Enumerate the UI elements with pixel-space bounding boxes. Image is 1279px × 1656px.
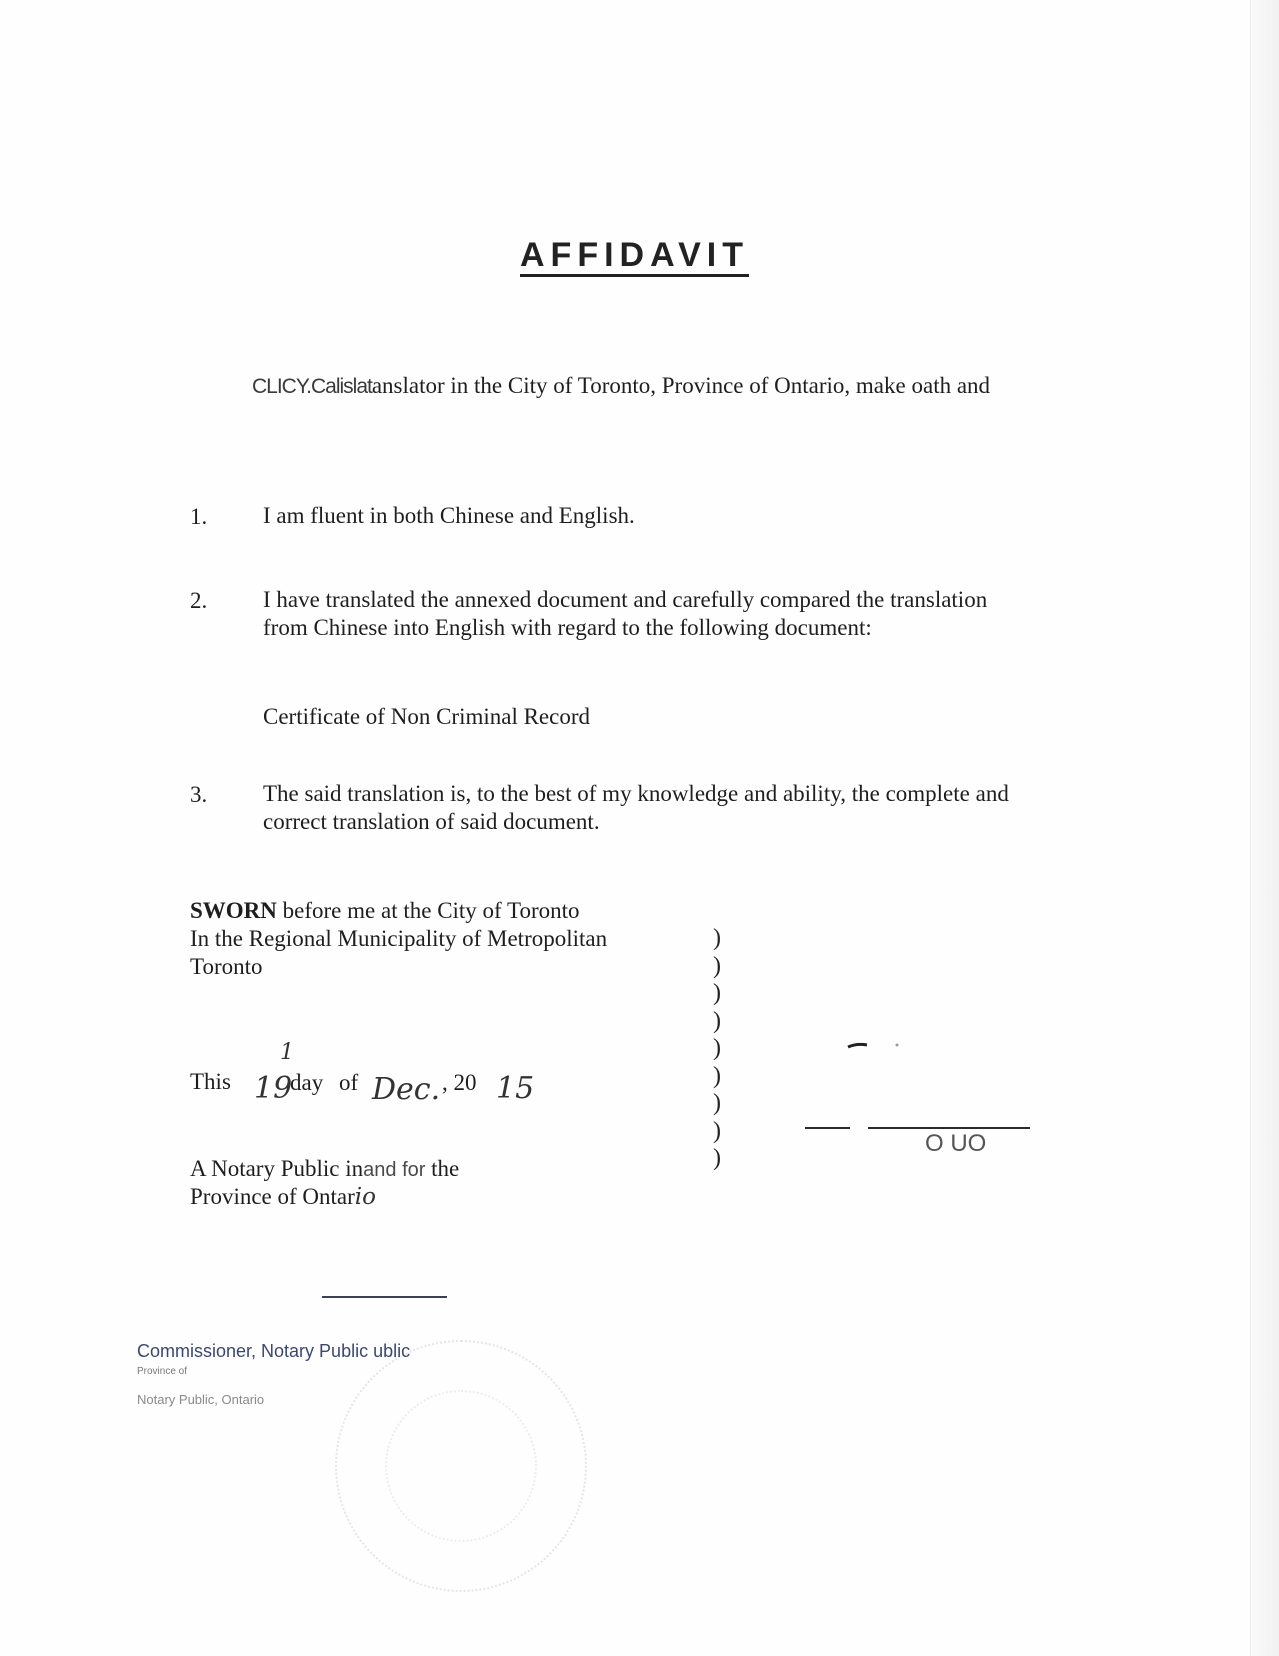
- paren: ): [713, 980, 721, 1006]
- item-1-number: 1.: [190, 504, 208, 529]
- notary-line-1-a: A Notary Public in: [190, 1156, 364, 1181]
- notary-line-1: [190, 1155, 459, 1184]
- date-year-handwritten: 15: [496, 1071, 535, 1106]
- intro-line: [252, 372, 990, 401]
- paren: ): [713, 1062, 721, 1089]
- date-month-handwritten: Dec.: [372, 1072, 441, 1107]
- parenthesis-column: [713, 925, 721, 1173]
- signature-caption: O UO: [925, 1130, 987, 1157]
- stamp-text-line-3: Notary Public, Ontario: [137, 1392, 265, 1407]
- item-1-text: I am fluent in both Chinese and English.: [263, 503, 635, 528]
- item-3-number: 3.: [190, 782, 208, 807]
- date-day-mark: 1: [280, 1040, 294, 1065]
- page-edge-shadow: [1250, 0, 1279, 1656]
- signature-line-long: [868, 1127, 1030, 1129]
- paren: ): [713, 952, 721, 979]
- item-2-number: 2.: [190, 588, 208, 613]
- notary-line-2-a: Province of Ontar: [190, 1184, 355, 1209]
- paren: ): [713, 1090, 721, 1116]
- intro-text: anslator in the City of Toronto, Province of Ontario, make oath and: [371, 373, 991, 398]
- paren: ): [713, 1145, 721, 1171]
- date-of-word: of: [339, 1070, 359, 1095]
- signature-mark: [845, 1035, 905, 1065]
- paren: ): [713, 1035, 721, 1061]
- stamp-text-line-2: Province of: [137, 1366, 188, 1377]
- date-year-prefix: , 20: [442, 1070, 477, 1095]
- paren: ): [713, 1007, 721, 1034]
- signature-stroke: [848, 1044, 867, 1047]
- date-this: This: [190, 1069, 231, 1094]
- sworn-line-3: Toronto: [190, 954, 263, 979]
- intro-smudged-name: CLICY.Calislat: [252, 375, 372, 398]
- item-3-line-1: The said translation is, to the best of my knowledge and ability, the complete and: [263, 781, 1009, 806]
- stamp-signature-line: [322, 1296, 447, 1298]
- document-title: AFFIDAVIT: [520, 236, 749, 277]
- sworn-line-1: [190, 897, 580, 925]
- paren: ): [713, 1117, 721, 1144]
- item-3-line-2: correct translation of said document.: [263, 809, 600, 834]
- item-2-line-1: I have translated the annexed document and carefully compared the translation: [263, 587, 988, 612]
- paren: ): [713, 925, 721, 951]
- notary-line-2: [190, 1183, 376, 1211]
- notary-line-2-hand: io: [354, 1184, 376, 1210]
- item-2-line-2: from Chinese into English with regard to the following document:: [263, 615, 872, 640]
- sworn-line-2: In the Regional Municipality of Metropolitan: [190, 926, 608, 951]
- signature-dot: [896, 1044, 899, 1047]
- stamp-text-line-1: Commissioner, Notary Public ublic: [137, 1341, 411, 1361]
- sworn-bold: SWORN: [190, 898, 277, 923]
- notary-line-1-smudge: and for: [363, 1159, 426, 1181]
- signature-line-short: [805, 1127, 850, 1129]
- annexed-document-name: Certificate of Non Criminal Record: [263, 704, 591, 729]
- sworn-line-1-rest: before me at the City of Toronto: [276, 898, 580, 923]
- date-day-handwritten: 19: [254, 1071, 293, 1106]
- notary-line-1-b: the: [425, 1156, 460, 1181]
- date-day-word: day: [290, 1070, 324, 1095]
- notary-seal-inner-ring: [385, 1390, 537, 1542]
